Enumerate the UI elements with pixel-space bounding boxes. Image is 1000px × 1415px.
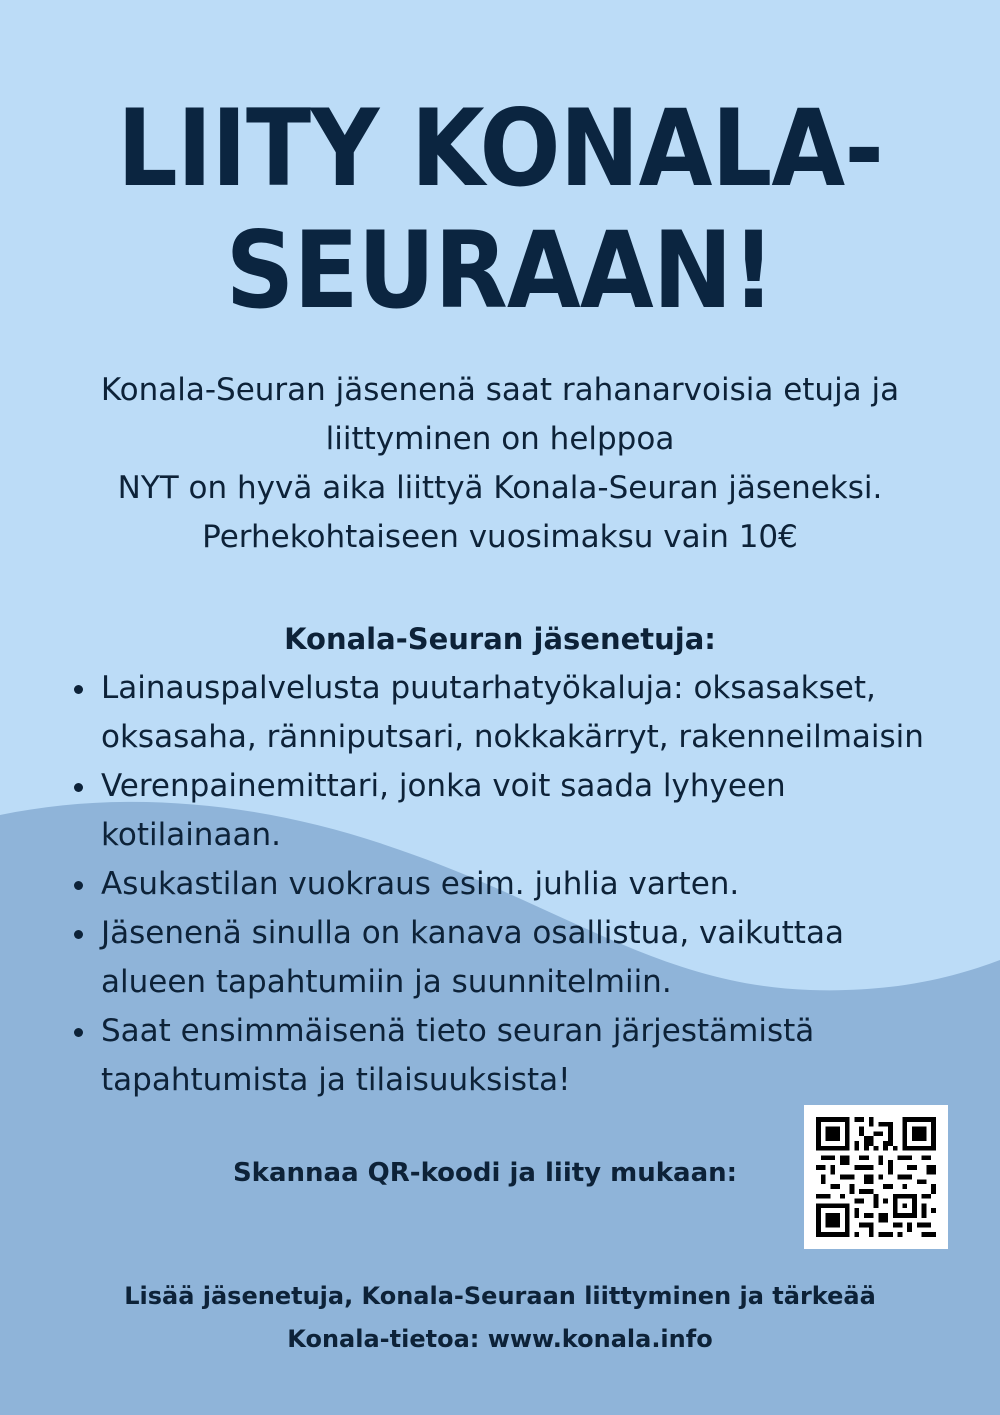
benefit-item: [68, 1007, 978, 1105]
benefits-heading: Konala-Seuran jäsenetuja:: [284, 622, 716, 656]
benefit-line: Verenpainemittari, jonka voit saada lyhyeen: [101, 768, 786, 804]
headline-line-2: SEURAAN!: [225, 209, 775, 332]
intro-line-4: Perhekohtaiseen vuosimaksu vain 10€: [202, 519, 798, 555]
benefit-line: Jäsenenä sinulla on kanava osallistua, vaikuttaa: [101, 915, 844, 951]
footer-line-1: Lisää jäsenetuja, Konala-Seuraan liittyminen ja tärkeää: [124, 1282, 876, 1310]
qr-code-icon: [816, 1117, 936, 1237]
qr-code[interactable]: [804, 1105, 948, 1249]
intro-line-1: Konala-Seuran jäsenenä saat rahanarvoisia etuja ja: [100, 372, 900, 408]
footer-line-2[interactable]: Konala-tietoa: www.konala.info: [287, 1325, 713, 1353]
benefit-line: alueen tapahtumiin ja suunnitelmiin.: [101, 964, 672, 1000]
intro-line-2: liittyminen on helppoa: [325, 421, 675, 457]
headline-line-1: LIITY KONALA-: [116, 87, 884, 210]
benefit-item: [68, 762, 978, 860]
benefit-line: Lainauspalvelusta puutarhatyökaluja: oksasakset,: [101, 670, 876, 706]
benefit-item: [68, 909, 978, 1007]
footer-info: [60, 1275, 940, 1361]
benefit-item: [68, 860, 978, 909]
benefit-line: kotilainaan.: [101, 817, 281, 853]
intro-paragraph: [40, 366, 960, 562]
intro-line-3: NYT on hyvä aika liittyä Konala-Seuran jäseneksi.: [117, 470, 883, 506]
benefits-list: [68, 664, 978, 1105]
benefit-line: Saat ensimmäisenä tieto seuran järjestämistä: [101, 1013, 815, 1049]
benefit-item: [68, 664, 978, 762]
benefit-line: Asukastilan vuokraus esim. juhlia varten.: [101, 866, 740, 902]
benefit-line: oksasaha, ränniputsari, nokkakärryt, rakenneilmaisin: [101, 719, 924, 755]
qr-prompt: Skannaa QR-koodi ja liity mukaan:: [232, 1158, 738, 1188]
benefit-line: tapahtumista ja tilaisuuksista!: [101, 1062, 571, 1098]
